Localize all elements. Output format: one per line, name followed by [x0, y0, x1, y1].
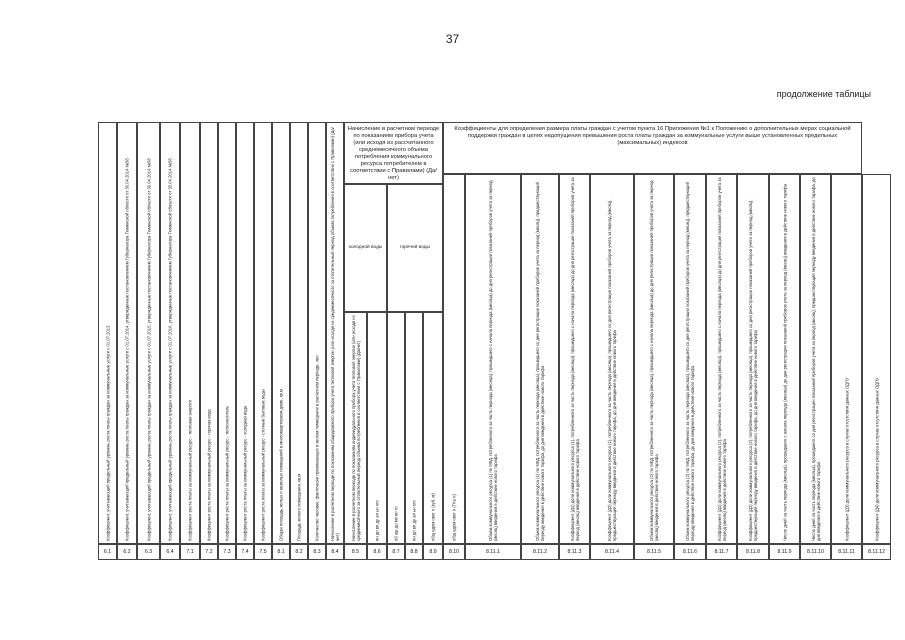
column-header-text: ин ди ви ду ал ьн ого [411, 500, 417, 541]
column-header-text: общ едом овог о (куб. м) [430, 493, 436, 541]
column-number: 8.11.3 [567, 549, 582, 555]
column-number-cell [559, 544, 590, 560]
column-number-cell [160, 544, 180, 560]
column-header-text: ин ди ви ду ал ьн ого [374, 500, 380, 541]
column-number-cell [674, 544, 706, 560]
column-header [137, 122, 160, 544]
column-number-cell [290, 544, 308, 560]
column-number-cell [200, 544, 218, 560]
column-number-cell [831, 544, 862, 560]
column-number: 6.1 [103, 549, 112, 555]
column-header-text: Коэффициент роста платы за коммунальный ресурс - горячая вода [206, 409, 212, 541]
column-header [367, 312, 387, 544]
column-number-cell [590, 544, 634, 560]
coefficients-group-header [443, 122, 862, 174]
column-header [387, 312, 405, 544]
column-header [634, 174, 674, 544]
column-number: 7.3 [223, 549, 231, 555]
column-header [254, 122, 272, 544]
column-header-text: Объем коммунального ресурса (2) по МКД, потребленного за часть периода (месяца), прошедшего с начала периода (месяца) до дня регистрации показаний приборов учета за период (месяц) введения в действие нового тарифа [649, 180, 659, 541]
column-header-text: общ едом овог о (ГКа л) [451, 494, 457, 541]
column-header [180, 122, 200, 544]
column-number: 8.2 [295, 549, 303, 555]
column-header [769, 174, 800, 544]
column-header-text: Коэффициент, учитывающий предельный уровень роста платы граждан за коммунальные услуги с 01.07.2013 [105, 325, 110, 541]
column-number-cell [218, 544, 236, 560]
column-number-cell [367, 544, 387, 560]
column-header [423, 312, 443, 544]
column-number-cell [706, 544, 737, 560]
column-number-cell [423, 544, 443, 560]
column-header [98, 122, 117, 544]
column-number: 6.4 [166, 549, 174, 555]
column-header [559, 174, 590, 544]
column-number: 8.10 [448, 549, 460, 555]
column-number: 8.9 [429, 549, 437, 555]
column-header [236, 122, 254, 544]
column-header-text: Объем коммунального ресурса (1) по МКД, потребленного за часть периода (месяца), прошедшего с начала периода (месяца) до дня регистрации показаний приборов учета за период (месяц) введения в действие нового тарифа [488, 180, 498, 541]
column-number: 8.11.1 [485, 549, 501, 555]
column-number-cell [387, 544, 405, 560]
column-header-text: Коэффициент роста платы за коммунальный ресурс - сточные бытовые воды [260, 389, 266, 541]
column-header [160, 122, 180, 544]
column-header [831, 174, 862, 544]
column-number: 6.2 [123, 549, 131, 555]
column-number: 8.11.4 [604, 549, 620, 555]
column-header-text: Коэффициент (Д2) доли коммунального ресурса (2), потребленного за часть периода (месяца), прошедшего со дня регистрации показаний приборов учета за период (месяц), предшествующий периоду введения в действие нового тарифа, до дня введения в действие нового тарифа [748, 199, 758, 541]
column-number-cell [117, 544, 137, 560]
column-number-cell [137, 544, 160, 560]
column-header-text: Число дней за часть периода (месяца), прошедшего со дня регистрации показаний приборов учета за период (месяц), предшествующий периоду введения в действие нового тарифа, до дня введения в действие нового тарифа [810, 177, 821, 541]
column-number: 7.5 [259, 549, 267, 555]
column-header-text: Коэффициент (Д4) доли коммунального ресурса в случае отсутствия данных ОДПУ [874, 377, 879, 541]
column-number: 8.3 [313, 549, 321, 555]
column-header-text: Количество человек, фактически проживающих в жилом помещении в расчетном периоде, чел [314, 355, 320, 541]
column-header [674, 174, 706, 544]
column-number-cell [405, 544, 423, 560]
column-header [290, 122, 308, 544]
column-number: 8.11.7 [714, 549, 729, 555]
column-number-cell [737, 544, 769, 560]
column-header [737, 174, 769, 544]
column-number-cell [326, 544, 344, 560]
column-number-cell [443, 544, 465, 560]
column-number: 8.11.5 [646, 549, 662, 555]
column-number: 8.1 [277, 549, 285, 555]
column-header-text: Коэффициент, учитывающий предельный уровень роста платы граждан за коммунальные услуги с 01.07.2015, утвержденные постановлением Губернатора Тюменской области от 30.04.2014 №58 [146, 158, 151, 541]
column-header [117, 122, 137, 544]
accrual-group-text: Начисление в расчетном периоде по показаниям прибора учета (или исходя из рассчитанного среднемесячного объема потребления коммунального ресурса потребителем в соответствии с Правилами) (Да/нет) [347, 126, 440, 181]
column-header-text: Общая площадь жилых и нежилых помещений в многоквартирном доме, кв.м [278, 389, 284, 541]
column-header-text: Начисление в расчетном периоде по показаниям индивидуального прибора учета тепловой энергии (или исходя из среднемесячного за отопительный период объема потребления в соответствии с Правилами) (Да/нет) [350, 315, 361, 541]
column-number: 8.11.2 [532, 549, 548, 555]
column-number: 8.11.9 [777, 549, 792, 555]
column-header [326, 122, 344, 544]
column-header-text: Коэффициент (Д3) доли коммунального ресурса в случае отсутствия данных ОДПУ [844, 377, 849, 541]
column-number-cell [180, 544, 200, 560]
column-header-text: об ще до мо во го [393, 506, 399, 541]
coefficients-group-text: Коэффициенты для определения размера платы граждан с учетом пункта 16 Приложения №1 к Положению о дополнительных мерах социальной поддержки граждан в целях недопущения превышения роста платы граждан за коммунальные услуги выше установленных предельных (максимальных) индексов [454, 126, 851, 146]
column-header [272, 122, 290, 544]
column-number: 6.3 [144, 549, 153, 555]
hot-water-subheader [387, 184, 443, 312]
column-header [308, 122, 326, 544]
column-number: 8.11.12 [868, 549, 885, 555]
data-table [98, 122, 885, 560]
column-number-cell [254, 544, 272, 560]
accrual-group-header [344, 122, 443, 184]
column-header-text: Коэффициент роста платы за коммунальный ресурс - теплоноситель [224, 405, 230, 541]
column-number-cell [521, 544, 559, 560]
column-header [800, 174, 831, 544]
column-number: 8.6 [373, 549, 381, 555]
column-number-cell [634, 544, 674, 560]
column-header-text: Коэффициент, учитывающий предельный уровень роста платы граждан за коммунальные услуги с 01.07.2014, утвержденные постановлением Губернатора Тюменской области от 30.04.2014 №58 [124, 158, 130, 541]
column-header [200, 122, 218, 544]
column-number-cell [98, 544, 117, 560]
column-header [706, 174, 737, 544]
column-number-cell [769, 544, 800, 560]
column-number: 7.2 [205, 549, 213, 555]
column-number: 8.8 [410, 549, 418, 555]
column-header-text: Объем коммунального ресурса (1) по МКД, потребленного за часть периода (месяца), прошедшего со дня регистрации показаний приборов учета за период (месяц), предшествующий периоду введения в действие нового тарифа, до дня введения в действие нового тарифа [535, 182, 545, 541]
cold-water-text: холодной воды [348, 245, 383, 250]
column-header-text: Коэффициент (Д1) доли коммунального ресурса (1), потребленного за часть периода (месяца), прошедшего с начала периода (месяца) до дня регистрации показаний приборов учета за период (месяц) введения в действие нового тарифа [569, 177, 580, 541]
column-number-cell [465, 544, 521, 560]
column-header-text: Коэффициент, учитывающий предельный уровень роста платы граждан за коммунальные услуги с 01.07.2016, утвержденные постановлением Губернатора Тюменской области от 30.04.2014 №58 [167, 158, 173, 541]
continuation-label: продолжение таблицы [776, 89, 871, 99]
column-number-cell [800, 544, 831, 560]
column-number: 8.11.6 [682, 549, 698, 555]
cold-water-subheader [344, 184, 387, 312]
column-header-text: Число дней за часть периода (месяца), прошедшего с начала периода (месяца) до дня регистрации показаний приборов учета за период (месяц) введения в действие нового тарифа [782, 184, 787, 541]
column-number-cell [272, 544, 290, 560]
column-header-text: Начисление в расчетном периоде по показаниям общедомового прибора учета тепловой энергии (или исходя из среднемесячного за отопительный период объема потребления в соответствии с Правилами) (Да/нет) [330, 127, 340, 541]
column-number: 8.4 [331, 549, 339, 555]
column-number: 8.11.10 [807, 549, 824, 555]
column-number-cell [308, 544, 326, 560]
column-number: 8.5 [351, 549, 360, 555]
column-header [218, 122, 236, 544]
column-number: 7.4 [241, 549, 249, 555]
column-number: 8.11.8 [745, 549, 761, 555]
column-header-text: Площадь жилого помещения, кв.м [296, 473, 302, 541]
hot-water-text: горячей воды [399, 245, 430, 250]
column-header [590, 174, 634, 544]
column-header [405, 312, 423, 544]
column-number-cell [236, 544, 254, 560]
column-header-text: Коэффициент (Д2) доли коммунального ресурса (1), потребленного за часть периода (месяца), прошедшего со дня регистрации показаний приборов учета за период (месяц), предшествующий периоду введения в действие нового тарифа, до дня введения в действие нового тарифа [607, 199, 617, 541]
column-header-text: Коэффициент (Д1) доли коммунального ресурса (2), потребленного за часть периода (месяца), прошедшего с начала периода (месяца) до дня регистрации показаний приборов учета за период (месяц) введения в действие нового тарифа [716, 177, 727, 541]
page-number: 37 [445, 32, 460, 46]
column-number: 8.7 [392, 549, 400, 555]
column-header [465, 174, 521, 544]
column-number-cell [344, 544, 367, 560]
column-header [344, 312, 367, 544]
column-header [862, 174, 891, 544]
column-header-text: Коэффициент роста платы за коммунальный ресурс - холодная вода [242, 405, 248, 541]
column-header-text: Объем коммунального ресурса (2) по МКД, потребленного за часть периода (месяца), прошедшего со дня регистрации показаний приборов учета за период (месяц), предшествующий периоду введения в действие нового тарифа, до дня введения в действие нового тарифа [685, 182, 695, 541]
column-header [521, 174, 559, 544]
column-header [443, 174, 465, 544]
column-number: 7.1 [186, 549, 194, 555]
column-number-cell [862, 544, 891, 560]
column-number: 8.11.11 [838, 549, 855, 555]
column-header-text: Коэффициент роста платы за коммунальный ресурс - тепловая энергия [187, 400, 193, 541]
